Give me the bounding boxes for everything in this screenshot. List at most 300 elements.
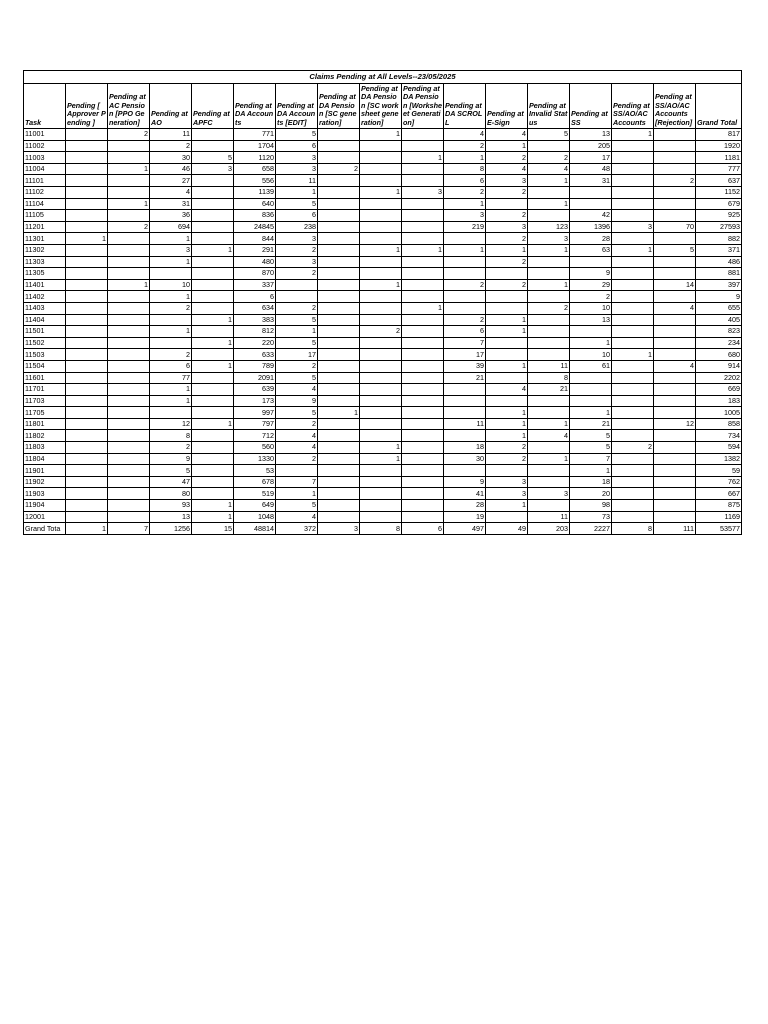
table-row [24,314,742,326]
value-cell [360,430,402,442]
table-row [24,279,742,291]
value-cell: 5 [570,442,612,454]
value-cell: 1 [528,198,570,210]
value-cell: 6 [276,140,318,152]
value-cell [612,453,654,465]
value-cell [318,418,360,430]
value-cell [528,268,570,280]
value-cell: 8 [150,430,192,442]
value-cell: 1 [192,500,234,512]
task-cell: 11504 [24,360,66,372]
value-cell: 1 [528,279,570,291]
value-cell: 5 [150,465,192,477]
value-cell: 173 [234,395,276,407]
value-cell: 31 [150,198,192,210]
value-cell: 7 [570,453,612,465]
value-cell: 1396 [570,221,612,233]
value-cell [570,384,612,396]
value-cell [66,418,108,430]
value-cell: 1 [486,314,528,326]
value-cell: 1139 [234,187,276,199]
value-cell: 1 [528,175,570,187]
value-cell [66,140,108,152]
grand-total-row [24,523,742,535]
value-cell: 6 [150,360,192,372]
table-row [24,302,742,314]
value-cell [528,314,570,326]
value-cell [192,279,234,291]
value-cell [654,453,696,465]
value-cell: 9 [150,453,192,465]
value-cell: 1 [108,163,150,175]
value-cell: 694 [150,221,192,233]
value-cell: 1 [360,453,402,465]
value-cell: 1 [150,326,192,338]
value-cell [402,511,444,523]
value-cell [108,337,150,349]
value-cell: 10 [150,279,192,291]
table-row [24,244,742,256]
value-cell: 797 [234,418,276,430]
value-cell [318,337,360,349]
value-cell [318,314,360,326]
table-row [24,233,742,245]
value-cell: 61 [570,360,612,372]
value-cell [612,302,654,314]
column-header: Pending at DA Pension [SC worksheet generation] [360,84,402,129]
value-cell [318,279,360,291]
value-cell: 1 [612,129,654,141]
value-cell: 2 [318,163,360,175]
value-cell: 5 [276,129,318,141]
value-cell: 1 [276,488,318,500]
value-cell [108,372,150,384]
value-cell: 3 [486,221,528,233]
value-cell [66,129,108,141]
value-cell [318,500,360,512]
value-cell: 1 [570,337,612,349]
value-cell: 734 [696,430,742,442]
task-cell: 11802 [24,430,66,442]
value-cell [360,360,402,372]
value-cell: 4 [276,511,318,523]
value-cell [66,453,108,465]
value-cell: 1 [486,244,528,256]
value-cell: 36 [150,210,192,222]
value-cell: 13 [570,314,612,326]
value-cell [192,233,234,245]
value-cell: 1920 [696,140,742,152]
value-cell [402,418,444,430]
value-cell [654,372,696,384]
value-cell: 1 [444,244,486,256]
value-cell [612,326,654,338]
value-cell: 5 [276,337,318,349]
value-cell: 1 [612,349,654,361]
value-cell [66,291,108,303]
value-cell [66,244,108,256]
value-cell: 1 [150,384,192,396]
value-cell [402,326,444,338]
value-cell [360,407,402,419]
value-cell [108,140,150,152]
value-cell: 27593 [696,221,742,233]
value-cell: 405 [696,314,742,326]
value-cell [66,430,108,442]
value-cell: 2 [528,302,570,314]
value-cell [150,268,192,280]
task-cell: 11302 [24,244,66,256]
value-cell [612,395,654,407]
value-cell [318,175,360,187]
value-cell [192,221,234,233]
value-cell: 2 [150,302,192,314]
value-cell [360,337,402,349]
value-cell: 30 [150,152,192,164]
task-cell: 11003 [24,152,66,164]
value-cell: 47 [150,476,192,488]
value-cell [108,152,150,164]
value-cell [360,418,402,430]
value-cell [108,349,150,361]
value-cell: 11 [150,129,192,141]
value-cell [66,210,108,222]
value-cell [66,163,108,175]
value-cell: 1 [528,244,570,256]
value-cell: 633 [234,349,276,361]
value-cell [402,268,444,280]
value-cell: 2 [486,210,528,222]
value-cell [402,442,444,454]
value-cell [192,175,234,187]
table-body [24,129,742,535]
value-cell: 812 [234,326,276,338]
value-cell [654,384,696,396]
value-cell: 2 [486,442,528,454]
column-header: Pending at SS/AO/AC Accounts [Rejection] [654,84,696,129]
value-cell: 3 [486,488,528,500]
value-cell: 1181 [696,152,742,164]
value-cell [486,337,528,349]
column-header: Pending at APFC [192,84,234,129]
table-row [24,163,742,175]
value-cell: 1 [528,453,570,465]
value-cell [612,372,654,384]
value-cell [402,384,444,396]
task-cell: 11004 [24,163,66,175]
value-cell [108,465,150,477]
value-cell [66,326,108,338]
value-cell: 2 [276,244,318,256]
value-cell [108,488,150,500]
value-cell [402,476,444,488]
value-cell [192,465,234,477]
task-cell: 11801 [24,418,66,430]
column-header: Pending at Invalid Status [528,84,570,129]
value-cell [528,407,570,419]
value-cell [360,465,402,477]
value-cell [654,256,696,268]
value-cell [402,279,444,291]
task-cell: 11903 [24,488,66,500]
value-cell: 11 [444,418,486,430]
value-cell: 5 [276,198,318,210]
value-cell: 1382 [696,453,742,465]
value-cell [528,337,570,349]
value-cell [612,175,654,187]
task-cell: 11601 [24,372,66,384]
value-cell: 823 [696,326,742,338]
value-cell [612,152,654,164]
value-cell [612,488,654,500]
value-cell [402,488,444,500]
value-cell: 1330 [234,453,276,465]
task-cell: 11201 [24,221,66,233]
value-cell [612,418,654,430]
value-cell [612,256,654,268]
value-cell: 2 [486,187,528,199]
value-cell: 875 [696,500,742,512]
value-cell: 3 [402,187,444,199]
value-cell: 1256 [150,523,192,535]
value-cell: 29 [570,279,612,291]
task-cell: 11101 [24,175,66,187]
value-cell: 220 [234,337,276,349]
value-cell: 655 [696,302,742,314]
value-cell [108,302,150,314]
value-cell: 2 [108,129,150,141]
value-cell: 2 [444,140,486,152]
value-cell [192,476,234,488]
value-cell: 4 [654,360,696,372]
value-cell [318,384,360,396]
table-row [24,198,742,210]
value-cell: 219 [444,221,486,233]
value-cell [192,268,234,280]
value-cell [402,337,444,349]
value-cell: 80 [150,488,192,500]
value-cell: 42 [570,210,612,222]
value-cell [192,291,234,303]
value-cell: 1 [402,152,444,164]
value-cell: 8 [360,523,402,535]
value-cell [654,233,696,245]
value-cell [318,465,360,477]
value-cell [612,384,654,396]
value-cell [108,175,150,187]
table-row [24,349,742,361]
value-cell: 5 [192,152,234,164]
value-cell [108,233,150,245]
task-cell: 11104 [24,198,66,210]
value-cell: 14 [654,279,696,291]
value-cell [108,314,150,326]
value-cell: 2 [486,152,528,164]
value-cell [528,187,570,199]
value-cell [402,314,444,326]
value-cell [402,175,444,187]
value-cell [402,500,444,512]
value-cell [318,291,360,303]
value-cell [108,244,150,256]
table-row [24,476,742,488]
value-cell [612,233,654,245]
table-row [24,326,742,338]
value-cell: 1 [108,279,150,291]
value-cell: 844 [234,233,276,245]
claims-table [23,70,742,535]
value-cell [402,221,444,233]
value-cell [402,140,444,152]
task-cell: 11804 [24,453,66,465]
value-cell [318,198,360,210]
value-cell: 4 [654,302,696,314]
value-cell [654,349,696,361]
value-cell: 639 [234,384,276,396]
value-cell [528,442,570,454]
value-cell: 8 [612,523,654,535]
value-cell [66,476,108,488]
value-cell: 9 [570,268,612,280]
value-cell [654,268,696,280]
value-cell [108,256,150,268]
value-cell: 870 [234,268,276,280]
value-cell [402,465,444,477]
value-cell: 20 [570,488,612,500]
value-cell [444,291,486,303]
value-cell: 680 [696,349,742,361]
value-cell: 3 [444,210,486,222]
value-cell [66,349,108,361]
value-cell: 560 [234,442,276,454]
value-cell: 1 [318,407,360,419]
value-cell: 712 [234,430,276,442]
value-cell [192,384,234,396]
value-cell [654,129,696,141]
value-cell [654,407,696,419]
column-header: Grand Total [696,84,742,129]
value-cell [528,140,570,152]
value-cell: 1 [360,279,402,291]
value-cell: 5 [528,129,570,141]
value-cell [192,488,234,500]
value-cell: 46 [150,163,192,175]
value-cell: 1 [360,244,402,256]
value-cell [654,326,696,338]
task-cell: 11403 [24,302,66,314]
value-cell: 1 [276,187,318,199]
value-cell [318,488,360,500]
value-cell: 836 [234,210,276,222]
value-cell [192,326,234,338]
value-cell: 11 [528,360,570,372]
value-cell [486,302,528,314]
value-cell: 17 [276,349,318,361]
value-cell: 997 [234,407,276,419]
value-cell: 4 [486,129,528,141]
value-cell: 17 [444,349,486,361]
value-cell [192,349,234,361]
table-row [24,465,742,477]
value-cell [66,337,108,349]
value-cell: 1 [486,360,528,372]
value-cell [66,279,108,291]
value-cell: 1 [444,152,486,164]
table-row [24,187,742,199]
value-cell [318,302,360,314]
value-cell: 41 [444,488,486,500]
task-cell: 11301 [24,233,66,245]
value-cell: 337 [234,279,276,291]
value-cell: 2 [276,453,318,465]
value-cell [528,395,570,407]
value-cell: 27 [150,175,192,187]
value-cell: 24845 [234,221,276,233]
value-cell: 2 [276,268,318,280]
value-cell [654,488,696,500]
value-cell [654,430,696,442]
task-cell: 11705 [24,407,66,419]
value-cell [528,256,570,268]
task-cell: 11501 [24,326,66,338]
value-cell [192,430,234,442]
value-cell [528,465,570,477]
table-row [24,407,742,419]
value-cell [402,372,444,384]
column-header: Pending at DA Pension [Worksheet Generation] [403,84,443,127]
value-cell: 2 [444,187,486,199]
value-cell: 31 [570,175,612,187]
value-cell [486,395,528,407]
value-cell [360,476,402,488]
value-cell [318,511,360,523]
value-cell: 203 [528,523,570,535]
value-cell: 1 [570,407,612,419]
column-header: Pending at E-Sign [486,84,528,129]
value-cell [318,140,360,152]
value-cell [360,152,402,164]
value-cell [402,198,444,210]
table-row [24,442,742,454]
value-cell [360,175,402,187]
value-cell: 3 [150,244,192,256]
value-cell: 13 [150,511,192,523]
value-cell: 2 [444,314,486,326]
value-cell [360,268,402,280]
value-cell: 2227 [570,523,612,535]
value-cell [192,210,234,222]
value-cell [360,372,402,384]
value-cell [612,187,654,199]
value-cell [654,476,696,488]
task-cell: 11901 [24,465,66,477]
task-cell: 11002 [24,140,66,152]
task-cell: 11102 [24,187,66,199]
value-cell: 73 [570,511,612,523]
value-cell: 1 [276,326,318,338]
value-cell [318,233,360,245]
table-row [24,360,742,372]
value-cell [318,476,360,488]
value-cell: 15 [192,523,234,535]
column-header: Pending at DA Pension [SC generation] [318,84,360,129]
value-cell [528,349,570,361]
value-cell [612,140,654,152]
value-cell [318,210,360,222]
value-cell: 28 [444,500,486,512]
value-cell [612,210,654,222]
column-header: Pending at DA Accounts [234,84,276,129]
